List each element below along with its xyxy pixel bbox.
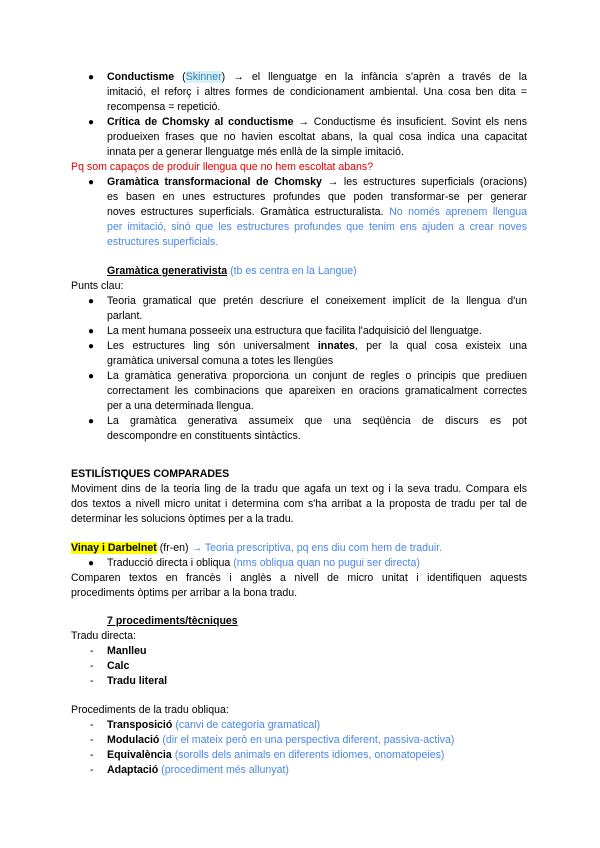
critica-text: → Conductisme és insuficient. Sovint els nens	[298, 116, 527, 128]
generativista-item-3-line-1	[107, 339, 527, 354]
dash: -	[90, 734, 94, 746]
generativista-item-1-line-1: Teoria gramatical que pretén descriure el coneixement implícit de la llengua d'un	[107, 295, 527, 307]
vinay-bullet-note: (nms obliqua quan no pugui ser directa)	[233, 557, 420, 569]
bullet: ●	[88, 326, 95, 337]
generativista-item-5-line-1: La gramàtica generativa assumeix que una seqüència de discurs es pot	[107, 415, 527, 427]
obliqua-item-3	[107, 748, 444, 763]
generativista-note: (tb es centra en la Langue)	[230, 265, 357, 277]
conductisme-line-3: recompensa = repetició.	[107, 101, 221, 113]
generativista-heading-line	[107, 264, 357, 279]
dash: -	[90, 749, 94, 761]
vinay-bullet-text: Traducció directa i obliqua	[107, 557, 231, 569]
vinay-note: → Teoria prescriptiva, pq ens diu com hem de traduir.	[191, 542, 443, 554]
tradu-directa-label: Tradu directa:	[71, 630, 136, 642]
critica-line-3: innata per a generar llenguatge més enllà de la simple imitació.	[107, 146, 404, 158]
transf-line-3	[107, 205, 527, 220]
dash: -	[90, 660, 94, 672]
item-3-pre: Les estructures ling són universalment	[107, 340, 310, 352]
transf-line-4: per imitació, sinó que les estructures profundes que tenim ens ajuden a crear noves	[107, 221, 527, 233]
obliqua-term: Adaptació	[107, 764, 159, 776]
directa-item-1: Manlleu	[107, 645, 147, 657]
dash: -	[90, 764, 94, 776]
directa-item-2: Calc	[107, 660, 130, 672]
estilistiques-line-2: dos textos a nivell micro unitat i determina com s'ha arribat a la proposta de tradu per tal de	[71, 498, 527, 510]
generativista-item-3-line-2: gramàtica universal comuna a totes les llengües	[107, 355, 334, 367]
question-text: Pq som capaços de produir llengua que no hem escoltat abans?	[71, 161, 374, 173]
directa-item-3: Tradu literal	[107, 675, 168, 687]
vinay-name: Vinay i Darbelnet	[71, 542, 157, 554]
estilistiques-line-1: Moviment dins de la teoria ling de la tradu que agafa un text og i la seva tradu. Compara els	[71, 483, 527, 495]
bullet: ●	[88, 72, 95, 83]
paren-open: (	[182, 71, 186, 83]
estilistiques-heading: ESTILÍSTIQUES COMPARADES	[71, 468, 230, 480]
vinay-compare-line-1: Comparen textos en francès i anglès a nivell de micro unitat i identifiquen aquests	[71, 572, 527, 584]
generativista-item-2: La ment humana posseeix una estructura que facilita l'adquisició del llenguatge.	[107, 325, 482, 337]
transf-text-3: noves estructures superficials. Gramàtica estructuralista.	[107, 206, 384, 218]
conductisme-line-1	[107, 70, 527, 85]
item-3-post: , per la qual cosa existeix una	[354, 340, 527, 352]
generativista-heading: Gramàtica generativista	[107, 265, 228, 277]
transf-text: → les estructures superficials (oracions)	[327, 176, 527, 188]
bullet: ●	[88, 296, 95, 307]
obliqua-note: (canvi de categoria gramatical)	[175, 719, 321, 731]
obliqua-item-4	[107, 763, 289, 778]
vinay-line	[71, 541, 442, 556]
critica-term: Crítica de Chomsky al conductisme	[107, 116, 294, 128]
transf-term: Gramàtica transformacional de Chomsky	[107, 176, 322, 188]
obliqua-term: Equivalència	[107, 749, 172, 761]
obliqua-term: Modulació	[107, 734, 160, 746]
transf-line-5: estructures superficials.	[107, 236, 219, 248]
vinay-lang: (fr-en)	[159, 542, 189, 554]
obliqua-note: (procediment més allunyat)	[161, 764, 289, 776]
dash: -	[90, 675, 94, 687]
punts-clau-label: Punts clau:	[71, 280, 124, 292]
generativista-item-4-line-1: La gramàtica generativa proporciona un conjunt de regles o principis que prediuen	[107, 370, 527, 382]
conductisme-term: Conductisme	[107, 71, 175, 83]
vinay-bullet-line	[107, 556, 420, 571]
obliqua-item-1	[107, 718, 320, 733]
transf-line-2: es basen en unes estructures profundes que poden transformar-se per generar	[107, 191, 527, 203]
procediments-heading: 7 procediments/tècniques	[107, 615, 238, 627]
vinay-compare-line-2: procediments òptims per arribar a la bona tradu.	[71, 587, 298, 599]
generativista-item-1-line-2: parlant.	[107, 310, 143, 322]
bullet: ●	[88, 177, 95, 188]
critica-line-2: produeixen frases que no havien escoltat abans, la qual cosa indica una capacitat	[107, 131, 527, 143]
bullet: ●	[88, 416, 95, 427]
generativista-item-5-line-2: descompondre en constituents sintàctics.	[107, 430, 301, 442]
generativista-item-4-line-2: correctament les combinacions que apareixen en oracions gramaticalment correctes	[107, 385, 527, 397]
bullet: ●	[88, 371, 95, 382]
conductisme-text: → el llenguatge en la infància s'aprèn a través de la	[233, 71, 527, 83]
obliqua-note: (sorolls dels animals en diferents idiomes, onomatopeies)	[174, 749, 445, 761]
conductisme-line-2: imitació, el reforç i altres formes de condicionament ambiental. Una cosa ben dita =	[107, 86, 527, 98]
obliqua-item-2	[107, 733, 454, 748]
bullet: ●	[88, 341, 95, 352]
paren-close: )	[221, 71, 226, 83]
obliqua-note: (dir el mateix però en una perspectiva diferent, passiva-activa)	[162, 734, 455, 746]
dash: -	[90, 719, 94, 731]
bullet: ●	[88, 558, 95, 569]
critica-line-1	[107, 115, 527, 130]
estilistiques-line-3: determinar les solucions òptimes per a la tradu.	[71, 513, 294, 525]
bullet: ●	[88, 117, 95, 128]
dash: -	[90, 645, 94, 657]
transf-line-1	[107, 175, 527, 190]
innates-term: innates	[317, 340, 355, 352]
tradu-obliqua-label: Procediments de la tradu obliqua:	[71, 704, 229, 716]
transf-note-3: No només aprenem llengua	[389, 206, 527, 218]
obliqua-term: Transposició	[107, 719, 173, 731]
skinner-highlight: Skinner	[185, 71, 222, 83]
generativista-item-4-line-3: per a una determinada llengua.	[107, 400, 254, 412]
